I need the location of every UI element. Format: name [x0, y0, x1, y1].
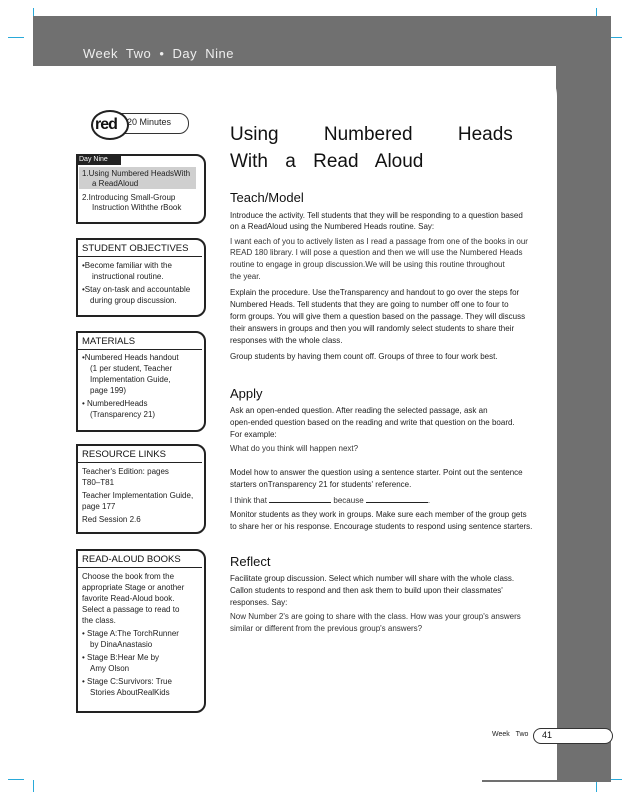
objective-line: during group discussion.	[90, 296, 177, 305]
crop-mark	[8, 37, 24, 38]
body-text: form groups. You will give them a question based on the passage. They will discuss	[230, 312, 526, 321]
books-line: appropriate Stage or another	[82, 583, 185, 592]
body-text: Model how to answer the question using a sentence starter. Point out the sentence	[230, 468, 523, 477]
resource-line: T80–T81	[82, 478, 115, 487]
books-line: by DinaAnastasio	[90, 640, 153, 649]
books-line: Stories AboutRealKids	[90, 688, 170, 697]
say-text: I want each of you to actively listen as I read a passage from one of the books in our	[230, 237, 528, 246]
agenda-item-1	[82, 169, 190, 189]
materials-line: • NumberedHeads	[82, 399, 148, 408]
books-line: the class.	[82, 616, 116, 625]
footer-label: Week Two	[492, 731, 529, 738]
frame-start: I think that	[230, 496, 267, 505]
section-heading-teach-model: Teach/Model	[230, 190, 304, 205]
page-number: 41	[542, 730, 553, 740]
resource-line: Teacher's Edition: pages	[82, 467, 169, 476]
frame-mid: because	[333, 496, 364, 505]
running-head: Week Two • Day Nine	[83, 46, 234, 61]
divider	[78, 349, 202, 350]
say-text: READ 180 library. I will pose a question and then we will use the Numbered Heads	[230, 248, 523, 257]
read-aloud-books-title: READ-ALOUD BOOKS	[82, 554, 181, 565]
agenda-item-1-line: a ReadAloud	[92, 179, 139, 188]
materials-line: •Numbered Heads handout	[82, 353, 179, 362]
books-line: Amy Olson	[90, 664, 130, 673]
lesson-title-line: With a Read Aloud	[230, 151, 424, 172]
objective-line: instructional routine.	[92, 272, 164, 281]
say-text: routine to engage in group discussion.We will be using this routine throughout	[230, 260, 505, 269]
body-text: Introduce the activity. Tell students that they will be responding to a question based	[230, 211, 523, 220]
red-logo-text: red	[95, 116, 117, 133]
books-line: • Stage C:Survivors: True	[82, 677, 172, 686]
agenda-item-1-line: 1.Using Numbered HeadsWith	[82, 169, 191, 178]
body-text: Explain the procedure. Use theTransparency and handout to go over the steps for	[230, 288, 520, 297]
books-line: favorite Read-Aloud book.	[82, 594, 175, 603]
frame-blank	[269, 494, 331, 503]
divider	[78, 567, 202, 568]
agenda-item-2-line: Instruction Withthe rBook	[92, 203, 182, 212]
say-text: the year.	[230, 272, 261, 281]
time-label: 20 Minutes	[127, 117, 172, 127]
frame-blank	[366, 494, 431, 505]
body-text: responses. Say:	[230, 598, 288, 607]
resource-line: Teacher Implementation Guide,	[82, 491, 194, 500]
books-line: Select a passage to read to	[82, 605, 180, 614]
agenda-tab: Day Nine	[76, 154, 121, 165]
agenda-item-2	[82, 193, 181, 213]
sentence-frame	[230, 494, 430, 505]
books-line: • Stage B:Hear Me by	[82, 653, 160, 662]
example-question: What do you think will happen next?	[230, 444, 359, 453]
resource-line: Red Session 2.6	[82, 515, 141, 524]
objective-line: •Become familiar with the	[82, 261, 172, 270]
body-text: Callon students to respond and then ask them to build upon their classmates'	[230, 586, 503, 595]
crop-mark	[8, 779, 24, 780]
lesson-title-line: Using Numbered Heads	[230, 124, 513, 145]
body-text: their answers in groups and then you will randomly select students to share their	[230, 324, 515, 333]
resource-links-title: RESOURCE LINKS	[82, 449, 166, 460]
say-text: similar or different from the previous group's answers?	[230, 624, 423, 633]
body-text: open-ended question based on the reading and write that question on the board.	[230, 418, 515, 427]
body-text: to share her or his response. Encourage students to respond using sentence starters.	[230, 522, 533, 531]
student-objectives-title: STUDENT OBJECTIVES	[82, 243, 189, 254]
body-text: on a ReadAloud using the Numbered Heads routine. Say:	[230, 222, 435, 231]
agenda-item-2-line: 2.Introducing Small-Group	[82, 193, 176, 202]
materials-line: page 199)	[90, 386, 127, 395]
say-text: Now Number 2's are going to share with the class. How was your group's answers	[230, 612, 521, 621]
right-margin-band	[556, 66, 611, 780]
objective-line: •Stay on-task and accountable	[82, 285, 191, 294]
materials-line: Implementation Guide,	[90, 375, 171, 384]
section-heading-reflect: Reflect	[230, 554, 271, 569]
body-text: Facilitate group discussion. Select which number will share with the whole class.	[230, 574, 515, 583]
books-line: • Stage A:The TorchRunner	[82, 629, 179, 638]
body-text: Monitor students as they work in groups. Make sure each member of the group gets	[230, 510, 527, 519]
divider	[78, 256, 202, 257]
body-text: For example:	[230, 430, 277, 439]
materials-title: MATERIALS	[82, 336, 136, 347]
resource-line: page 177	[82, 502, 116, 511]
body-text: Ask an open-ended question. After reading the selected passage, ask an	[230, 406, 488, 415]
divider	[78, 462, 202, 463]
body-text: starters onTransparency 21 for students' reference.	[230, 480, 412, 489]
body-text: Numbered Heads. Tell students that they are going to number off one to four to	[230, 300, 509, 309]
body-text: responses with the whole class.	[230, 336, 343, 345]
body-text: Group students by having them count off. Groups of three to four work best.	[230, 352, 498, 361]
frame-end: .	[427, 496, 431, 505]
books-line: Choose the book from the	[82, 572, 175, 581]
materials-line: (1 per student, Teacher	[90, 364, 173, 373]
materials-line: (Transparency 21)	[90, 410, 156, 419]
section-heading-apply: Apply	[230, 386, 263, 401]
